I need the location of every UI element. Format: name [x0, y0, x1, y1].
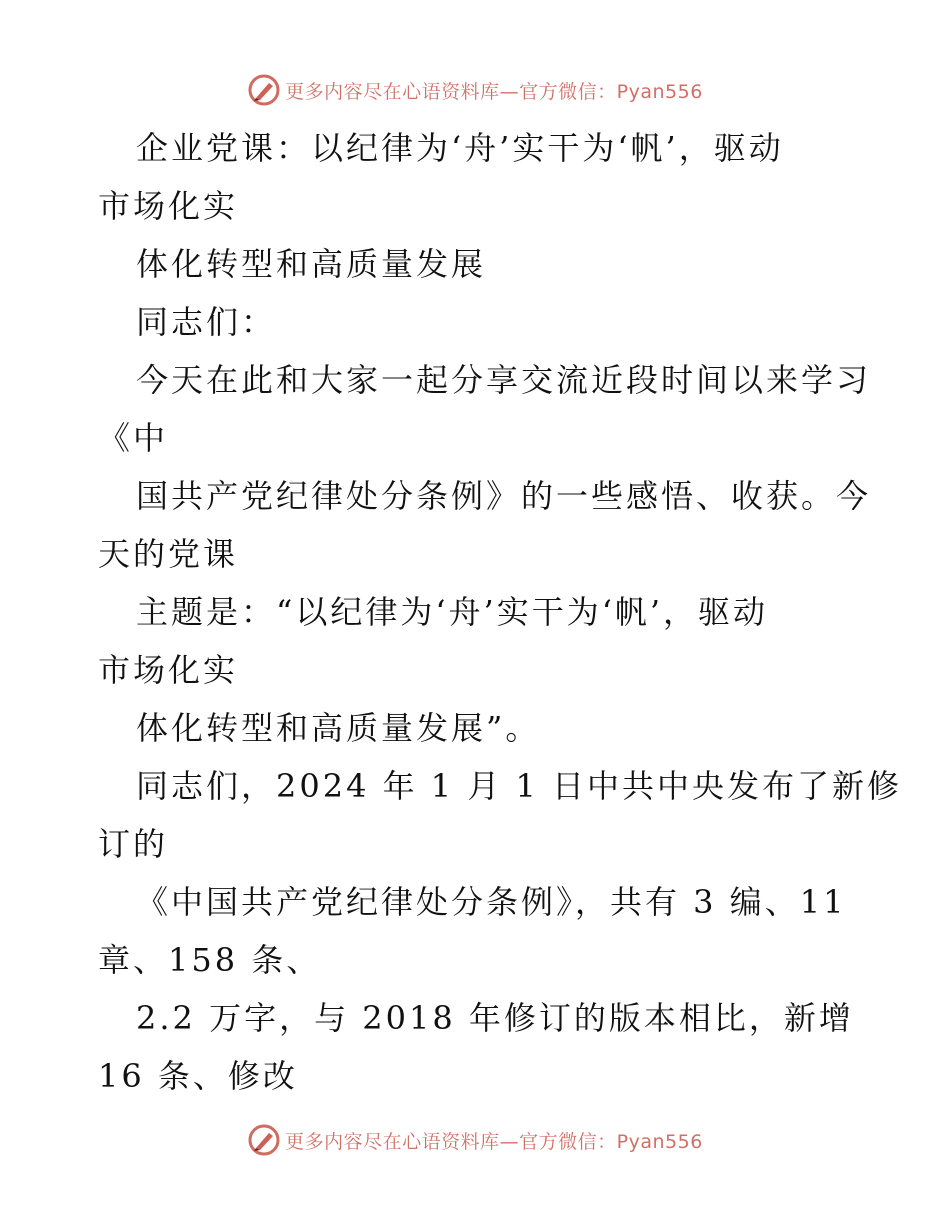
- text-line: 市场化实: [98, 187, 239, 225]
- watermark-text: 更多内容尽在心语资料库—官方微信：Pyan556: [285, 1130, 703, 1153]
- text-line: 同志们，2024 年 1 月 1 日中共中央发布了新修: [136, 767, 903, 805]
- text-line: 企业党课：以纪律为‘舟’实干为‘帆’，驱动: [136, 129, 784, 167]
- text-line: 《中: [98, 419, 169, 457]
- text-line: 同志们：: [136, 303, 277, 341]
- text-line: 2.2 万字，与 2018 年修订的版本相比，新增: [136, 999, 854, 1037]
- text-line: 16 条、修改: [98, 1057, 298, 1095]
- text-line: 今天在此和大家一起分享交流近段时间以来学习: [136, 361, 872, 399]
- text-line: 天的党课: [98, 535, 239, 573]
- text-line: 章、158 条、: [98, 941, 322, 979]
- text-line: 订的: [98, 825, 169, 863]
- text-line: 国共产党纪律处分条例》的一些感悟、收获。今: [136, 477, 872, 515]
- text-line: 体化转型和高质量发展: [136, 245, 487, 283]
- text-line: 市场化实: [98, 651, 239, 689]
- header-watermark: [0, 70, 950, 110]
- footer-watermark: [0, 1120, 950, 1160]
- text-line: 主题是：“以纪律为‘舟’实干为‘帆’，驱动: [136, 593, 769, 631]
- text-line: 《中国共产党纪律处分条例》，共有 3 编、11: [136, 883, 847, 921]
- pen-logo-icon: [247, 1123, 281, 1157]
- pen-logo-icon: [247, 73, 281, 107]
- watermark-text: 更多内容尽在心语资料库—官方微信：Pyan556: [285, 80, 703, 103]
- text-line: 体化转型和高质量发展”。: [136, 709, 541, 747]
